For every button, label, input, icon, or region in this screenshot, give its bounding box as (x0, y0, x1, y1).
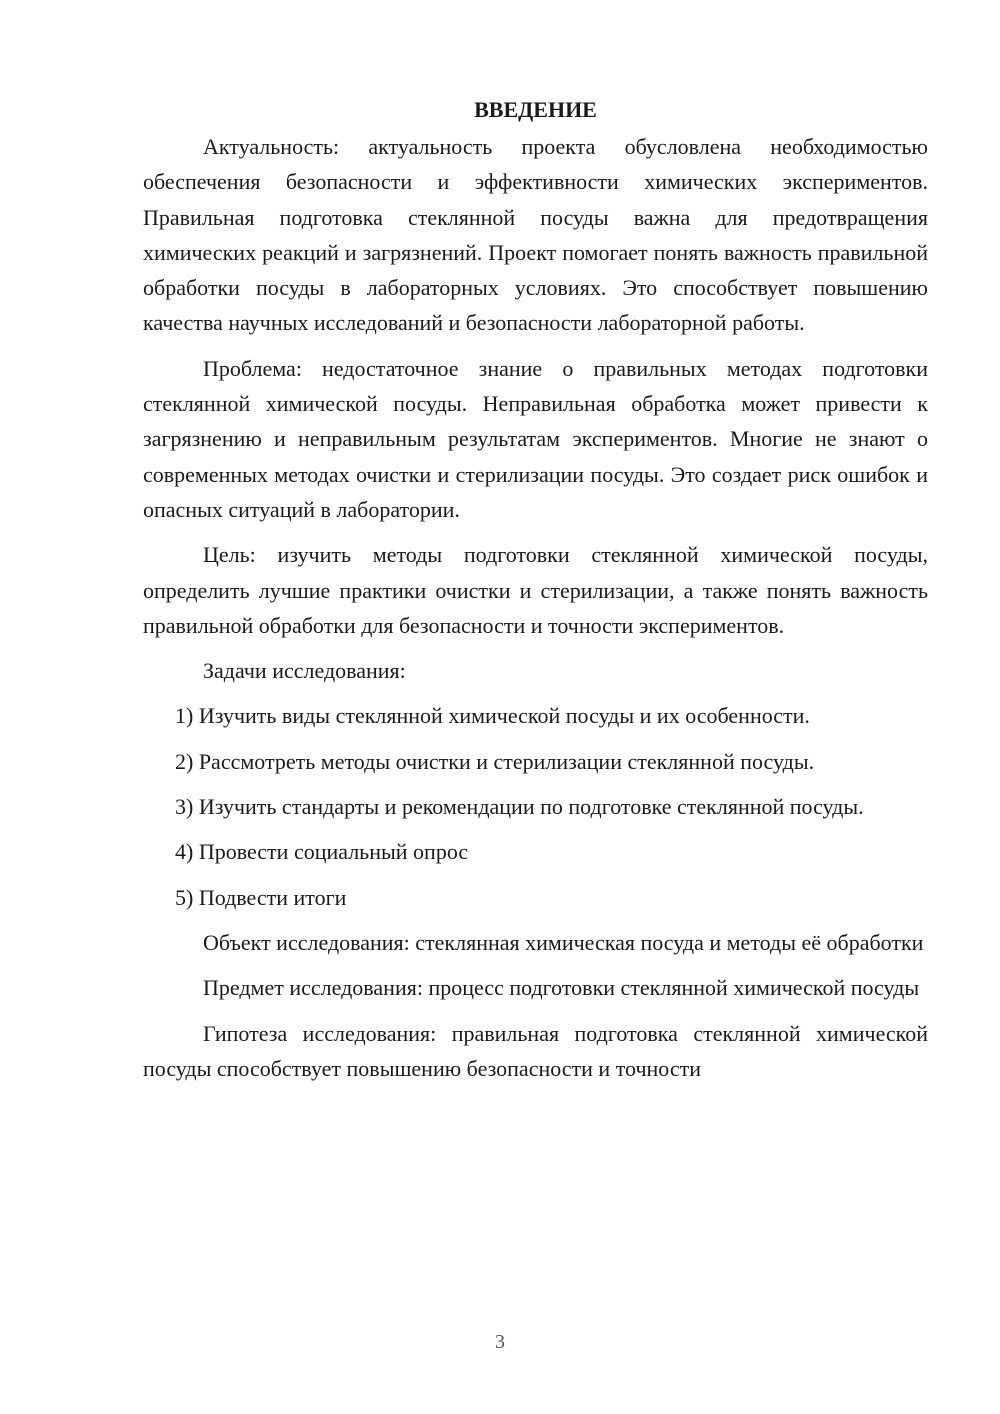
hypothesis-paragraph: Гипотеза исследования: правильная подготовка стеклянной химической посуды способствует повышению безопасности и точности (143, 1020, 928, 1081)
document-page (143, 92, 928, 1096)
subject-paragraph: Предмет исследования: процесс подготовки стеклянной химической посуды (203, 975, 920, 1001)
task-item-4: 4) Провести социальный опрос (175, 839, 469, 865)
tasks-heading: Задачи исследования: (203, 658, 406, 684)
task-item-1: 1) Изучить виды стеклянной химической посуды и их особенности. (175, 703, 810, 729)
task-item-5: 5) Подвести итоги (175, 884, 347, 910)
task-item-3: 3) Изучить стандарты и рекомендации по подготовке стеклянной посуды. (175, 794, 864, 820)
object-paragraph: Объект исследования: стеклянная химическая посуда и методы её обработки (203, 929, 924, 955)
goal-paragraph: Цель: изучить методы подготовки стеклянной химической посуды, определить лучшие практики очистки и стерилизации, а также понять важность правильной обработки для безопасности и точности экспериментов. (143, 542, 928, 638)
task-item-2: 2) Рассмотреть методы очистки и стерилизации стеклянной посуды. (175, 748, 815, 774)
relevance-paragraph: Актуальность: актуальность проекта обусловлена необходимостью обеспечения безопасности и эффективности химических экспериментов. Правильная подготовка стеклянной посуды важна для предотвращения химических реакций и загрязнений. Проект помогает понять важность правильной обработки посуды в лабораторных условиях. Это способствует повышению качества научных исследований и безопасности лабораторной работы. (143, 134, 928, 336)
page-number: 3 (495, 1331, 505, 1353)
problem-paragraph: Проблема: недостаточное знание о правильных методах подготовки стеклянной химической посуды. Неправильная обработка может привести к загрязнению и неправильным результатам экспериментов. Многие не знают о современных методах очистки и стерилизации посуды. Это создает риск ошибок и опасных ситуаций в лаборатории. (143, 355, 928, 522)
page-title: ВВЕДЕНИЕ (474, 97, 597, 122)
